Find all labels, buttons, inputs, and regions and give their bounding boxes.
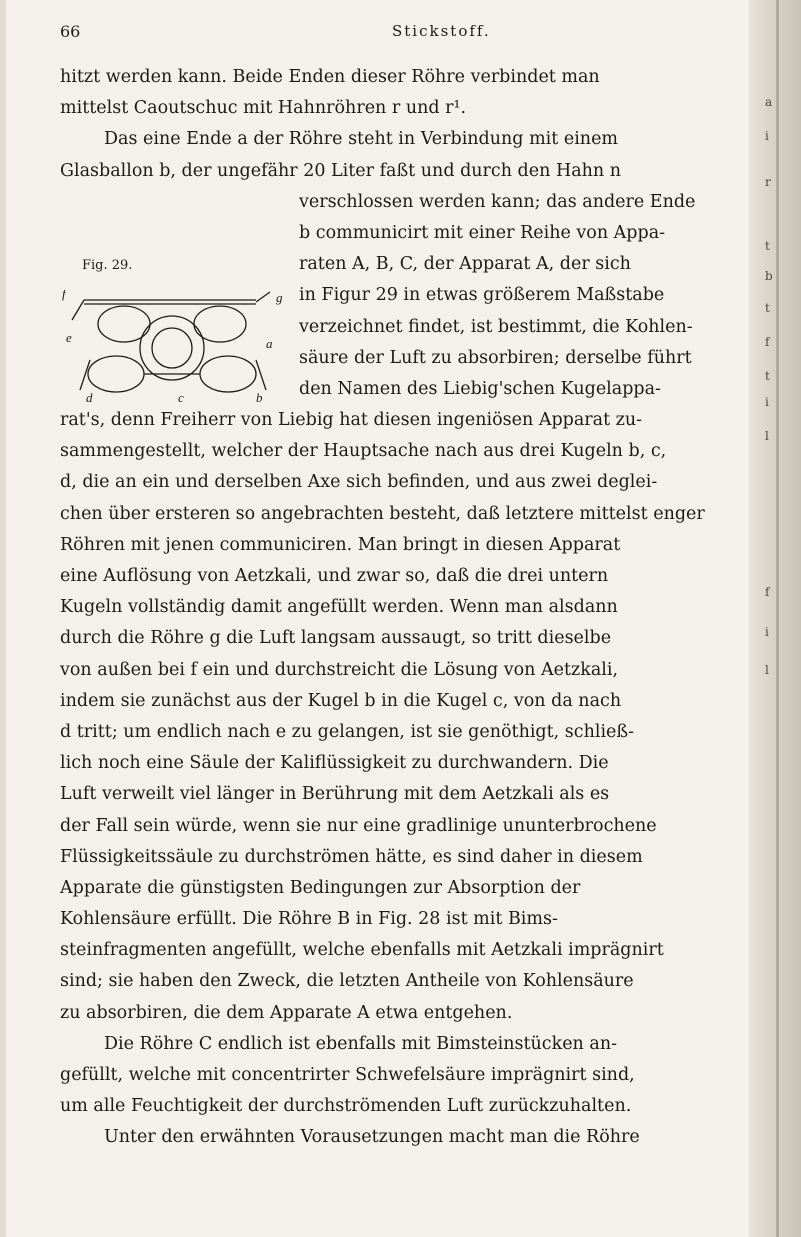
- edge-letter: l: [765, 663, 769, 677]
- edge-letter: i: [765, 625, 769, 639]
- text-line: verschlossen werden kann; das andere Ende: [299, 191, 696, 212]
- text-line: Glasballon b, der ungefähr 20 Liter faßt und durch den Hahn n: [60, 160, 622, 181]
- page-left-edge: [0, 0, 6, 1237]
- text-line: von außen bei f ein und durchstreicht die Lösung von Aetzkali,: [60, 659, 619, 680]
- text-line: Luft verweilt viel länger in Berührung mit dem Aetzkali als es: [60, 784, 610, 805]
- text-line: Röhren mit jenen communiciren. Man bringt in diesen Apparat: [60, 534, 621, 555]
- text-line: säure der Luft zu absorbiren; derselbe führt: [299, 347, 692, 368]
- text-line: steinfragmenten angefüllt, welche ebenfalls mit Aetzkali imprägnirt: [60, 940, 664, 961]
- edge-letter: l: [765, 429, 769, 443]
- text-line: raten A, B, C, der Apparat A, der sich: [299, 254, 631, 275]
- text-line: b communicirt mit einer Reihe von Appa-: [299, 222, 666, 243]
- text-line: indem sie zunächst aus der Kugel b in die Kugel c, von da nach: [60, 690, 622, 711]
- label-f: f: [62, 290, 66, 301]
- label-d: d: [86, 390, 93, 405]
- text-line: mittelst Caoutschuc mit Hahnröhren r und r¹.: [60, 98, 467, 119]
- text-line: Kohlensäure erfüllt. Die Röhre B in Fig. 28 ist mit Bims-: [60, 909, 558, 930]
- text-line: sammengestellt, welcher der Hauptsache nach aus drei Kugeln b, c,: [60, 441, 667, 462]
- text-line: hitzt werden kann. Beide Enden dieser Röhre verbindet man: [60, 67, 600, 87]
- edge-letter: f: [765, 585, 770, 599]
- label-b: b: [256, 390, 263, 405]
- text-line: Unter den erwähnten Vorausetzungen macht man die Röhre: [104, 1127, 640, 1148]
- text-line: sind; sie haben den Zweck, die letzten Antheile von Kohlensäure: [60, 971, 634, 992]
- text-line: verzeichnet findet, ist bestimmt, die Kohlen-: [299, 316, 693, 337]
- text-line: in Figur 29 in etwas größerem Maßstabe: [299, 285, 665, 306]
- edge-letter: b: [765, 269, 773, 283]
- body-text: [60, 62, 760, 1154]
- label-a: a: [266, 336, 273, 351]
- text-line: der Fall sein würde, wenn sie nur eine gradlinige ununterbrochene: [60, 815, 657, 836]
- binding-strip: [776, 0, 779, 1237]
- text-line: durch die Röhre g die Luft langsam aussaugt, so tritt dieselbe: [60, 628, 612, 649]
- text-line: zu absorbiren, die dem Apparate A etwa entgehen.: [60, 1002, 513, 1023]
- text-line: Kugeln vollständig damit angefüllt werden. Wenn man alsdann: [60, 597, 618, 618]
- label-g: g: [276, 290, 283, 305]
- edge-letter: t: [765, 239, 770, 253]
- edge-letter: t: [765, 301, 770, 315]
- text-line: um alle Feuchtigkeit der durchströmenden Luft zurückzuhalten.: [60, 1096, 632, 1117]
- text-line: lich noch eine Säule der Kaliflüssigkeit zu durchwandern. Die: [60, 753, 609, 774]
- page-header: [60, 22, 700, 46]
- text-line: d, die an ein und derselben Axe sich befinden, und aus zwei deglei-: [60, 472, 658, 493]
- label-e: e: [66, 330, 72, 345]
- edge-letter: i: [765, 395, 769, 409]
- text-line: Apparate die günstigsten Bedingungen zur Absorption der: [60, 877, 581, 898]
- text-line: den Namen des Liebig'schen Kugelappa-: [299, 378, 661, 399]
- edge-letter: f: [765, 335, 770, 349]
- text-line: Die Röhre C endlich ist ebenfalls mit Bimsteinstücken an-: [104, 1033, 618, 1054]
- text-line: gefüllt, welche mit concentrirter Schwefelsäure imprägnirt sind,: [60, 1065, 635, 1085]
- text-line: Flüssigkeitssäule zu durchströmen hätte, es sind daher in diesem: [60, 846, 643, 867]
- edge-letter: i: [765, 129, 769, 143]
- running-head: Stickstoff.: [392, 22, 491, 40]
- text-line: chen über ersteren so angebrachten besteht, daß letztere mittelst enger: [60, 503, 705, 524]
- text-line: eine Auflösung von Aetzkali, und zwar so, daß die drei untern: [60, 566, 609, 586]
- edge-letter: a: [765, 95, 773, 109]
- page-number: 66: [60, 22, 81, 41]
- label-c: c: [178, 390, 184, 405]
- text-line: Das eine Ende a der Röhre steht in Verbindung mit einem: [104, 129, 619, 150]
- text-line: d tritt; um endlich nach e zu gelangen, ist sie genöthigt, schließ-: [60, 721, 634, 742]
- figure-label: Fig. 29.: [82, 258, 133, 273]
- edge-letter: r: [765, 175, 771, 189]
- edge-letter: t: [765, 369, 770, 383]
- text-line: rat's, denn Freiherr von Liebig hat diesen ingeniösen Apparat zu-: [60, 410, 643, 431]
